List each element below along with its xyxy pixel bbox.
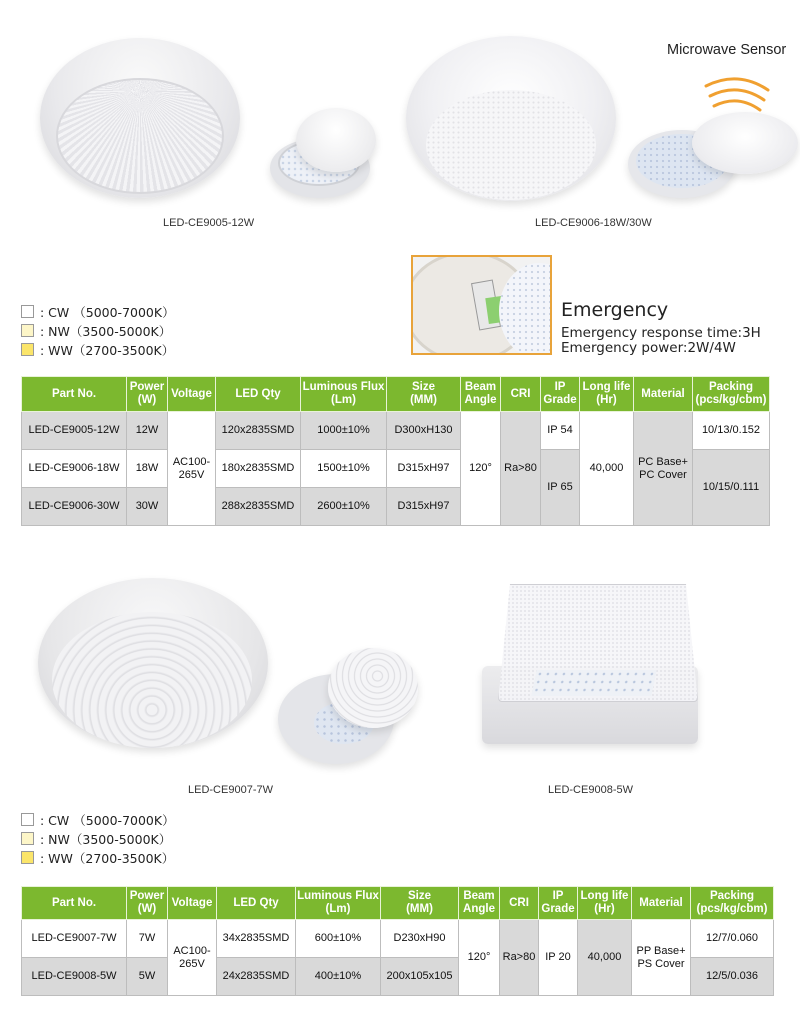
cell-beam-angle: 120° (459, 920, 500, 996)
cell-power: 12W (127, 412, 168, 450)
table-header-row (22, 887, 774, 920)
emergency-power: Emergency power:2W/4W (561, 340, 736, 356)
header-packing: Packing (pcs/kg/cbm) (691, 887, 774, 920)
microwave-sensor-label: Microwave Sensor (667, 42, 787, 58)
cell-beam-angle: 120° (461, 412, 501, 526)
legend-item-ww: : WW（2700-3500K） (21, 848, 175, 867)
header-voltage: Voltage (168, 887, 217, 920)
cell-voltage: AC100- 265V (168, 920, 217, 996)
header-size: Size (MM) (381, 887, 459, 920)
cell-led-qty: 180x2835SMD (216, 450, 301, 488)
legend-item-nw: : NW（3500-5000K） (21, 321, 175, 340)
header-material: Material (632, 887, 691, 920)
lamp-cover-sensor (692, 112, 798, 174)
cell-power: 5W (127, 958, 168, 996)
swatch-cw (21, 813, 34, 826)
cell-packing: 10/13/0.152 (693, 412, 770, 450)
cell-material: PP Base+ PS Cover (632, 920, 691, 996)
swatch-ww (21, 343, 34, 356)
emergency-title: Emergency (561, 299, 669, 321)
cell-flux: 400±10% (296, 958, 381, 996)
header-beam-angle: Beam Angle (459, 887, 500, 920)
header-ip-grade: IP Grade (539, 887, 578, 920)
header-cri: CRI (500, 887, 539, 920)
cell-part-no: LED-CE9006-30W (22, 488, 127, 526)
header-led-qty: LED Qty (217, 887, 296, 920)
product-caption: LED-CE9006-18W/30W (535, 217, 652, 229)
product-image-ce9005 (40, 30, 380, 200)
header-power: Power (W) (127, 377, 168, 412)
header-led-qty: LED Qty (216, 377, 301, 412)
cell-led-qty: 34x2835SMD (217, 920, 296, 958)
swatch-ww (21, 851, 34, 864)
header-part-no: Part No. (22, 887, 127, 920)
cell-packing: 10/15/0.111 (693, 450, 770, 526)
header-long-life: Long life (Hr) (578, 887, 632, 920)
cell-ip: IP 20 (539, 920, 578, 996)
lamp-cover-small (296, 108, 376, 172)
lamp-diffuser-dotted (426, 90, 596, 200)
cell-long-life: 40,000 (580, 412, 634, 526)
cell-size: 200x105x105 (381, 958, 459, 996)
cell-power: 18W (127, 450, 168, 488)
led-strip (531, 670, 657, 696)
cell-part-no: LED-CE9005-12W (22, 412, 127, 450)
cell-size: D315xH97 (387, 450, 461, 488)
product-caption: LED-CE9008-5W (548, 784, 633, 796)
cell-cri: Ra>80 (500, 920, 539, 996)
cell-packing: 12/5/0.036 (691, 958, 774, 996)
table-row (22, 920, 774, 958)
cell-flux: 2600±10% (301, 488, 387, 526)
product-image-ce9007 (38, 578, 408, 768)
product-caption: LED-CE9005-12W (163, 217, 255, 229)
legend-item-cw: : CW （5000-7000K） (21, 302, 175, 321)
swatch-nw (21, 324, 34, 337)
legend-item-cw: : CW （5000-7000K） (21, 810, 175, 829)
cell-cri: Ra>80 (501, 412, 541, 526)
table-header-row (22, 377, 770, 412)
header-packing: Packing (pcs/kg/cbm) (693, 377, 770, 412)
header-luminous-flux: Luminous Flux (Lm) (296, 887, 381, 920)
cell-part-no: LED-CE9006-18W (22, 450, 127, 488)
cell-flux: 1000±10% (301, 412, 387, 450)
header-voltage: Voltage (168, 377, 216, 412)
cell-ip: IP 65 (541, 450, 580, 526)
legend-item-nw: : NW（3500-5000K） (21, 829, 175, 848)
header-cri: CRI (501, 377, 541, 412)
emergency-response-time: Emergency response time:3H (561, 325, 761, 341)
cell-led-qty: 24x2835SMD (217, 958, 296, 996)
swatch-cw (21, 305, 34, 318)
cell-led-qty: 288x2835SMD (216, 488, 301, 526)
header-ip-grade: IP Grade (541, 377, 580, 412)
cell-size: D315xH97 (387, 488, 461, 526)
lamp-diffuser-ribbed (56, 78, 224, 194)
product-image-ce9008 (478, 578, 718, 758)
cell-size: D300xH130 (387, 412, 461, 450)
swatch-nw (21, 832, 34, 845)
header-size: Size (MM) (387, 377, 461, 412)
table-row (22, 412, 770, 450)
color-temperature-legend (21, 810, 175, 867)
cell-long-life: 40,000 (578, 920, 632, 996)
lamp-diffuser-concentric (52, 612, 252, 748)
cell-ip: IP 54 (541, 412, 580, 450)
cell-flux: 1500±10% (301, 450, 387, 488)
cell-size: D230xH90 (381, 920, 459, 958)
spec-table-1 (21, 376, 770, 526)
cell-part-no: LED-CE9007-7W (22, 920, 127, 958)
microwave-wave-icon (702, 74, 774, 116)
cell-material: PC Base+ PC Cover (634, 412, 693, 526)
spec-table-2 (21, 886, 774, 996)
cell-part-no: LED-CE9008-5W (22, 958, 127, 996)
emergency-kit-image (411, 255, 552, 355)
cell-voltage: AC100- 265V (168, 412, 216, 526)
product-caption: LED-CE9007-7W (188, 784, 273, 796)
header-material: Material (634, 377, 693, 412)
legend-item-ww: : WW（2700-3500K） (21, 340, 175, 359)
cell-flux: 600±10% (296, 920, 381, 958)
header-beam-angle: Beam Angle (461, 377, 501, 412)
header-luminous-flux: Luminous Flux (Lm) (301, 377, 387, 412)
cell-power: 7W (127, 920, 168, 958)
cell-led-qty: 120x2835SMD (216, 412, 301, 450)
header-power: Power (W) (127, 887, 168, 920)
lamp-cover-small (328, 648, 418, 728)
color-temperature-legend (21, 302, 175, 359)
cell-power: 30W (127, 488, 168, 526)
header-long-life: Long life (Hr) (580, 377, 634, 412)
header-part-no: Part No. (22, 377, 127, 412)
cell-packing: 12/7/0.060 (691, 920, 774, 958)
